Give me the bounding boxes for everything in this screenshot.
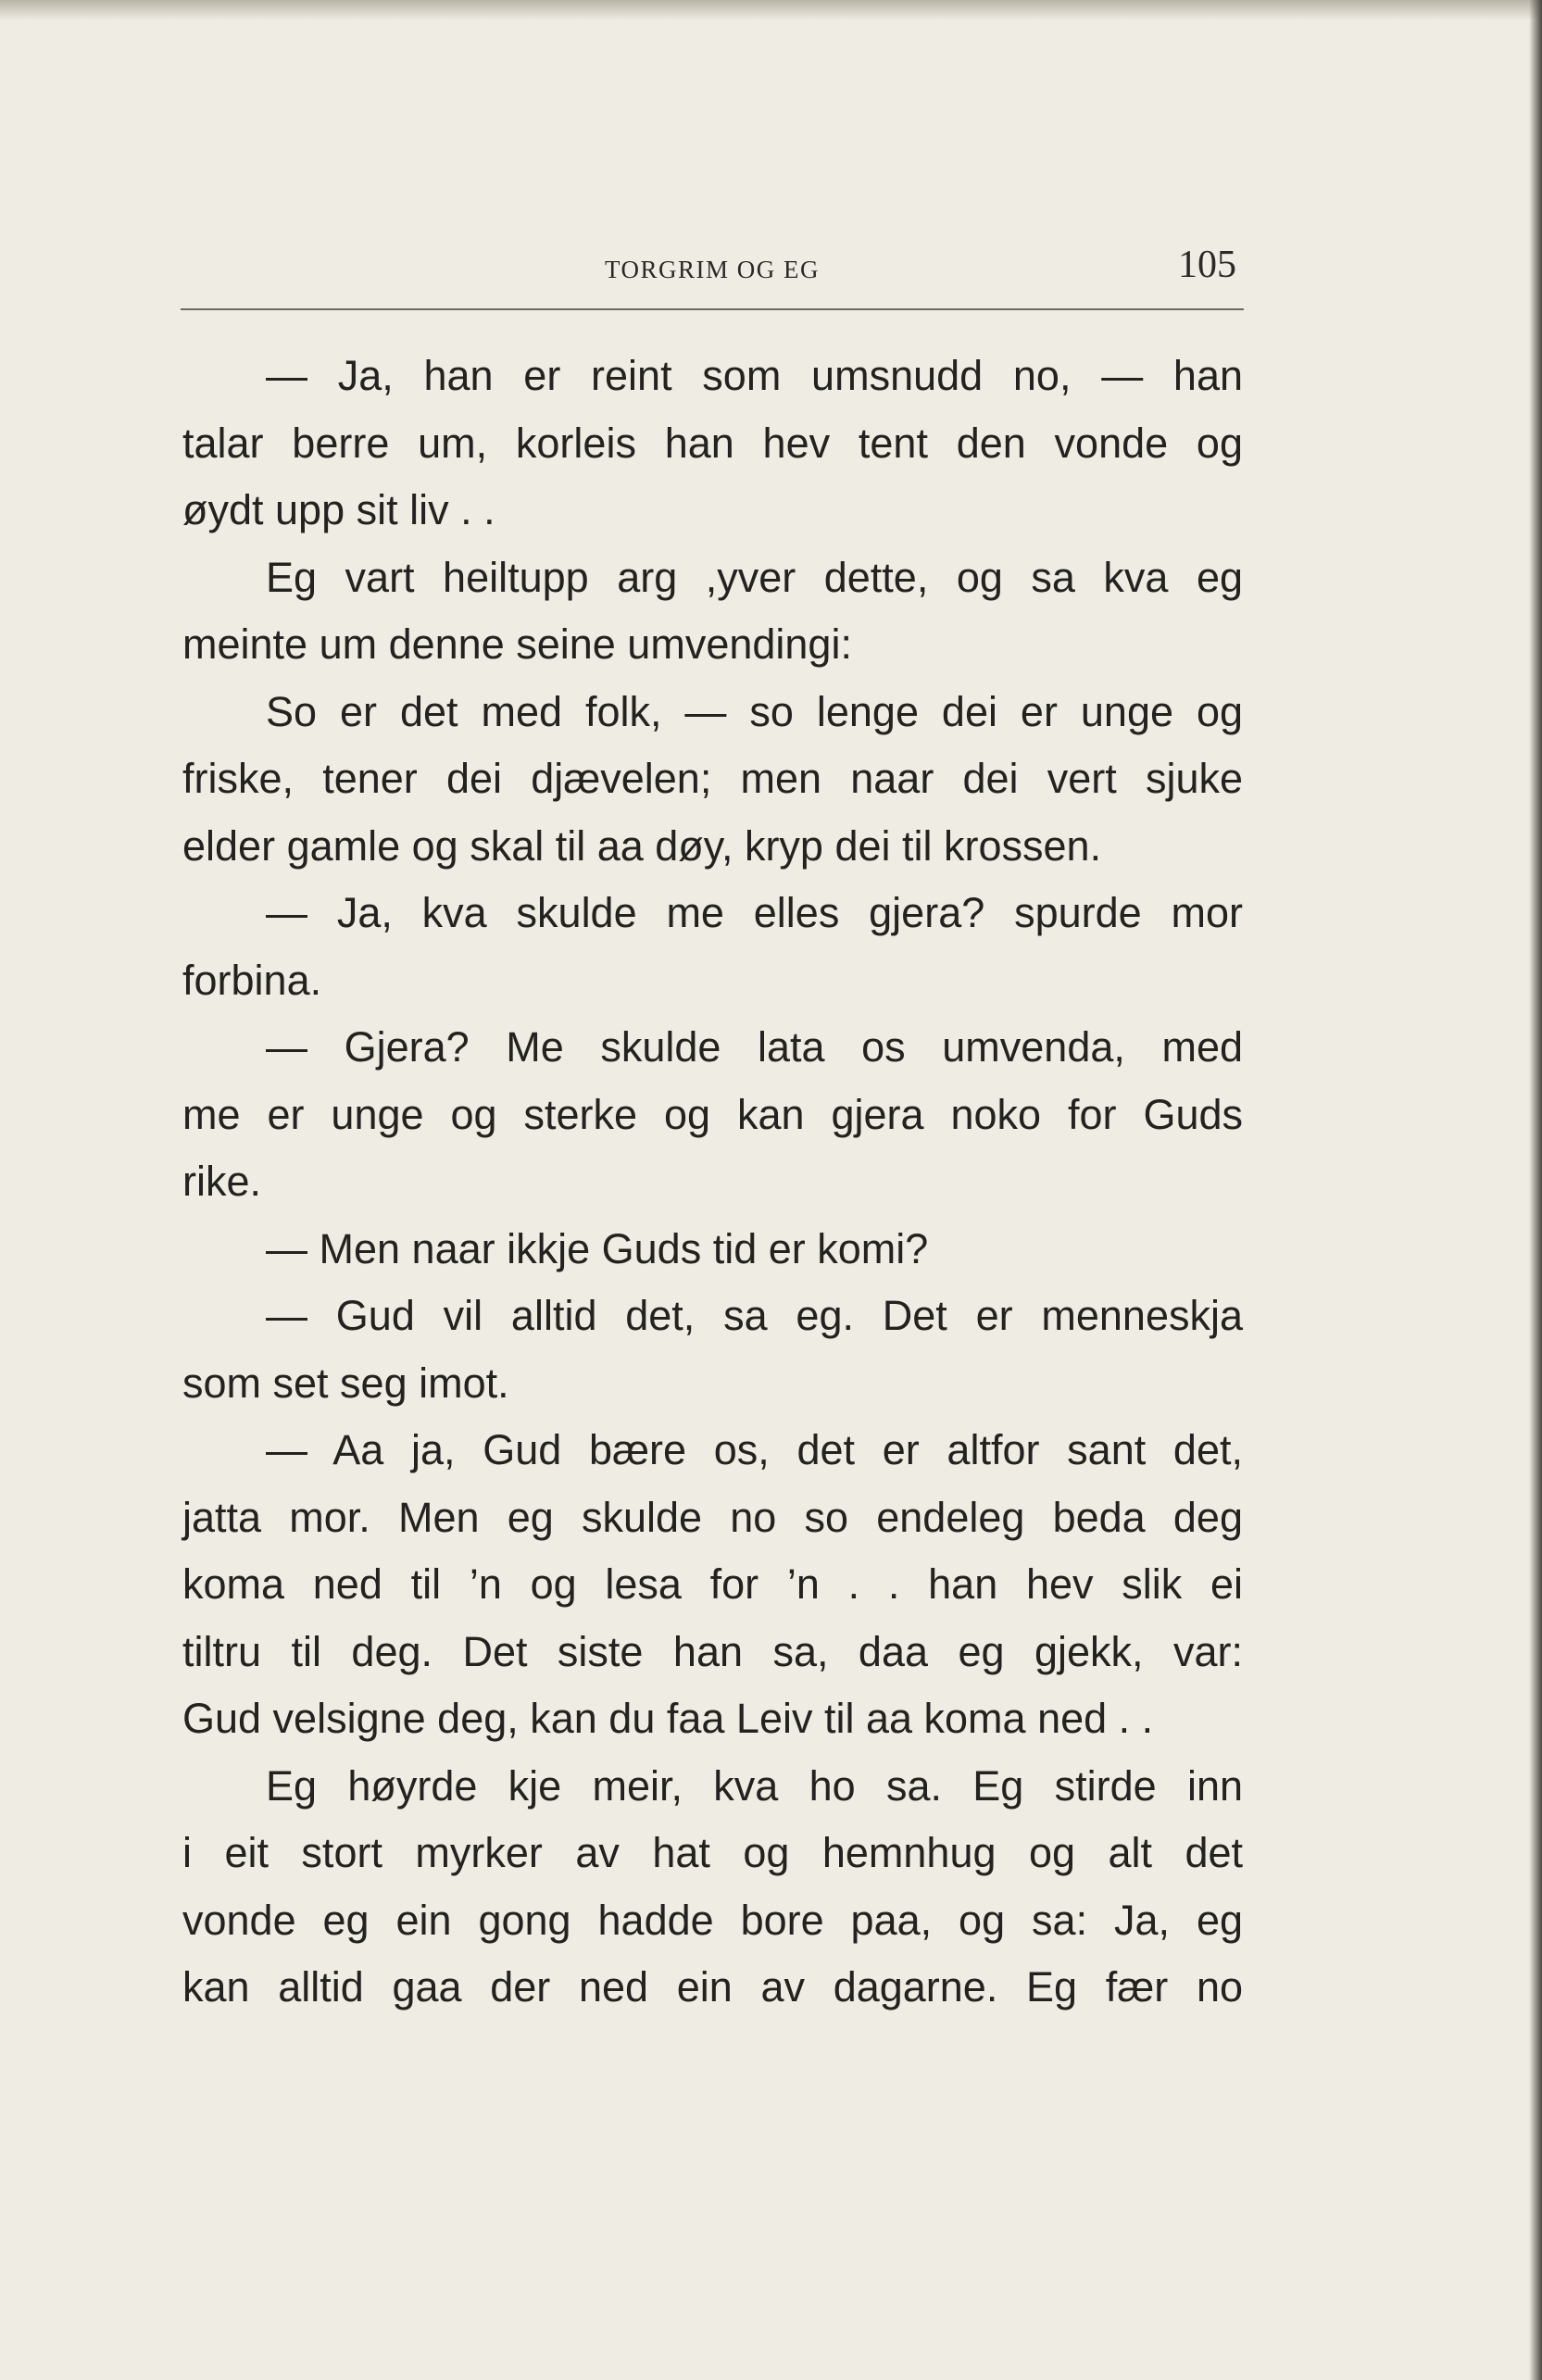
text-line: forbina. <box>182 956 322 1004</box>
page-right-edge <box>1529 0 1542 2380</box>
text-line: vonde eg ein gong hadde bore paa, og sa: Ja, eg <box>182 1896 1243 1944</box>
text-line: Gud velsigne deg, kan du faa Leiv til aa koma ned . . <box>182 1695 1154 1742</box>
body-text <box>182 343 1243 2022</box>
header-rule <box>181 308 1244 310</box>
text-line: — Men naar ikkje Guds tid er komi? <box>266 1224 929 1272</box>
text-line: — Ja, kva skulde me elles gjera? spurde mor <box>266 889 1243 936</box>
text-line: So er det med folk, — so lenge dei er unge og <box>266 687 1243 735</box>
text-line: kan alltid gaa der ned ein av dagarne. Eg fær no <box>182 1963 1243 2010</box>
text-line: rike. <box>182 1158 262 1205</box>
text-line: meinte um denne seine umvendingi: <box>182 620 852 668</box>
text-line: friske, tener dei djævelen; men naar dei vert sjuke <box>182 755 1243 802</box>
text-line: elder gamle og skal til aa døy, kryp dei til krossen. <box>182 821 1102 870</box>
page-header <box>181 243 1244 298</box>
text-line: tiltru til deg. Det siste han sa, daa eg gjekk, var: <box>182 1627 1243 1675</box>
text-line: — Gjera? Me skulde lata os umvenda, med <box>266 1023 1243 1071</box>
text-line: øydt upp sit liv . . <box>182 486 495 533</box>
text-line: — Ja, han er reint som umsnudd no, — han <box>266 352 1243 399</box>
text-line: koma ned til ’n og lesa for ’n . . han hev slik ei <box>182 1560 1243 1608</box>
text-line: Eg høyrde kje meir, kva ho sa. Eg stirde inn <box>266 1761 1243 1810</box>
text-line: talar berre um, korleis han hev tent den vonde og <box>182 419 1243 467</box>
text-line: — Aa ja, Gud bære os, det er altfor sant det, <box>266 1426 1243 1473</box>
text-line: som set seg imot. <box>182 1359 509 1407</box>
text-line: i eit stort myrker av hat og hemnhug og alt det <box>182 1829 1243 1876</box>
text-line: jatta mor. Men eg skulde no so endeleg beda deg <box>182 1493 1243 1541</box>
text-line: — Gud vil alltid det, sa eg. Det er menneskja <box>266 1292 1243 1339</box>
page-top-shadow <box>0 0 1542 20</box>
text-line: Eg vart heiltupp arg ,yver dette, og sa kva eg <box>266 553 1243 601</box>
running-title: TORGRIM OG EG <box>604 256 820 283</box>
text-line: me er unge og sterke og kan gjera noko for Guds <box>182 1090 1243 1138</box>
page-number: 105 <box>1178 244 1236 286</box>
